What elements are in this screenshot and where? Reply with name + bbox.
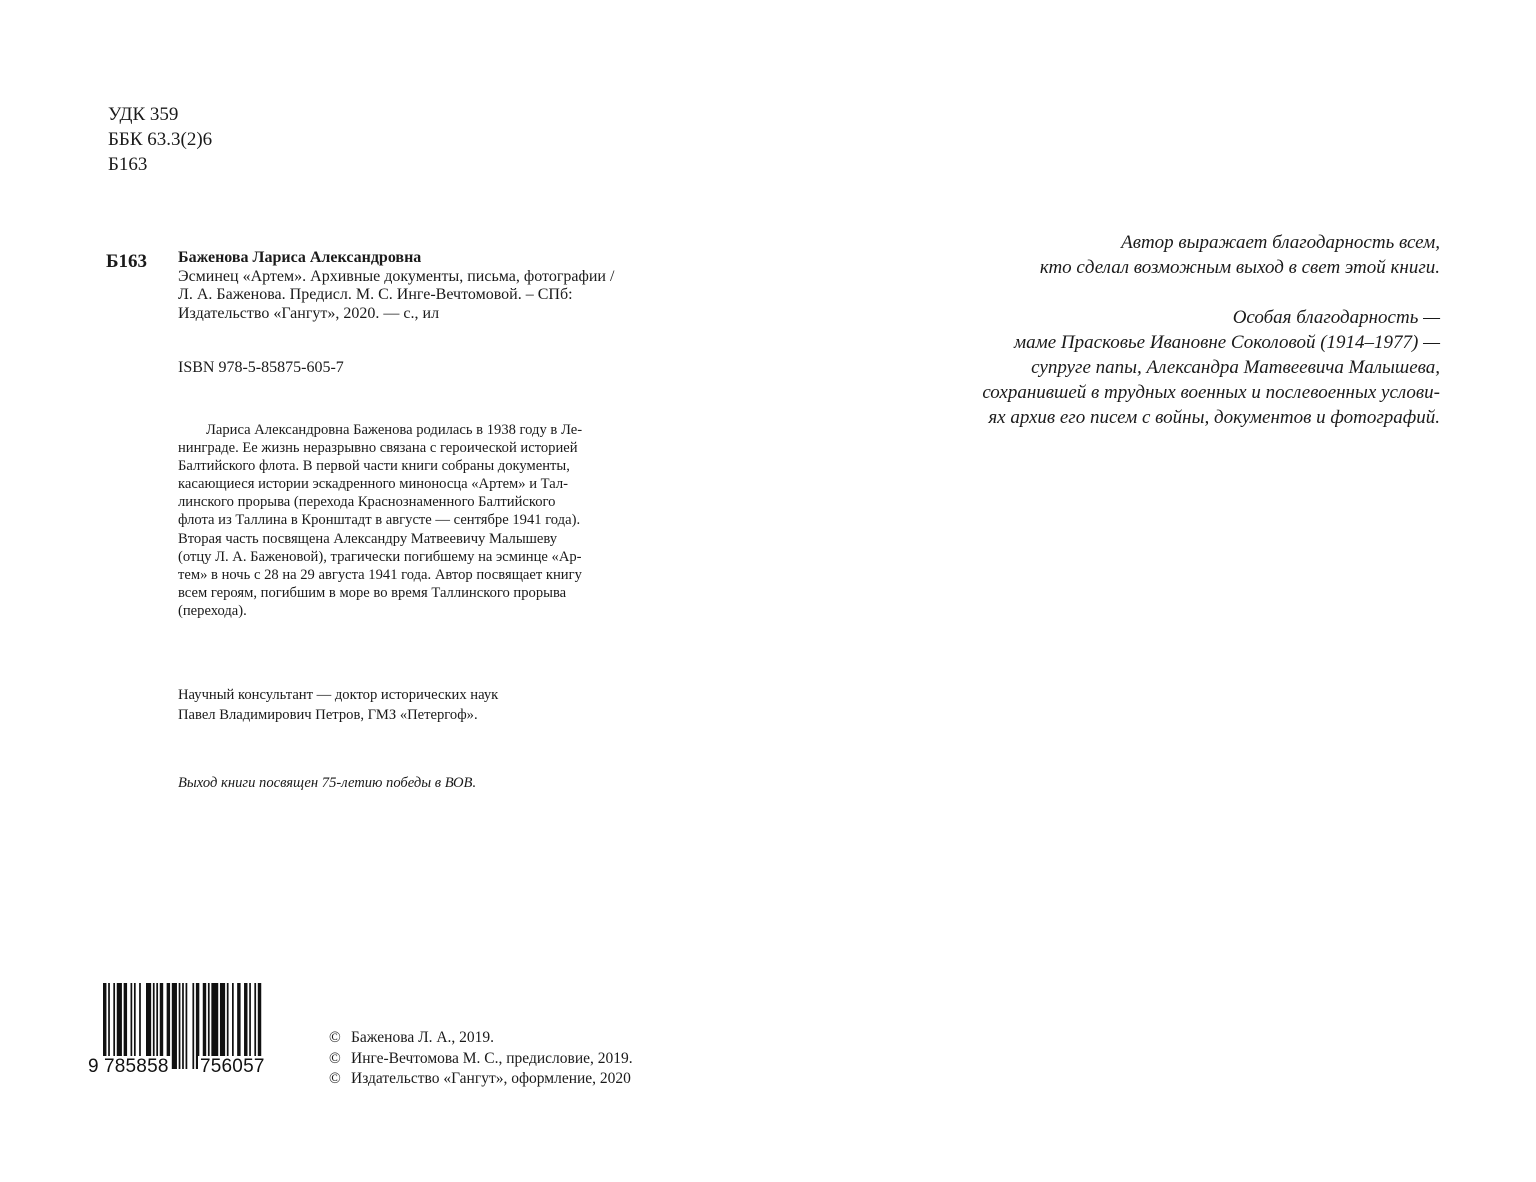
copyright-line xyxy=(329,1069,633,1090)
thanks-line: кто сделал возможным выход в свет этой книги. xyxy=(1039,257,1440,278)
author-sign: Б163 xyxy=(108,154,148,175)
barcode-bar xyxy=(179,983,181,1069)
barcode-left-group: 785858 xyxy=(104,1056,169,1077)
annotation-line: касающиеся истории эскадренного миноносца «Артем» и Тал- xyxy=(178,476,568,493)
thanks-line: Особая благодарность — xyxy=(1232,307,1440,328)
copyright-text: Инге-Вечтомова М. С., предисловие, 2019. xyxy=(351,1049,633,1067)
classification-codes xyxy=(108,102,212,177)
copyright-block xyxy=(329,1028,633,1090)
annotation-line: Балтийского флота. В первой части книги собраны документы, xyxy=(178,458,570,475)
copyright-line xyxy=(329,1049,633,1070)
annotation-line: (перехода). xyxy=(178,602,247,619)
consultant-line: Научный консультант — доктор исторических наук xyxy=(178,687,499,703)
annotation-line: всем героям, погибшим в море во время Таллинского прорыва xyxy=(178,584,567,601)
card-line: Л. А. Баженова. Предисл. М. С. Инге-Вечтомовой. – СПб: xyxy=(178,286,573,303)
bbk-code: ББК 63.3(2)6 xyxy=(108,129,213,150)
barcode-bar xyxy=(182,983,184,1069)
thanks-line: Автор выражает благодарность всем, xyxy=(1121,232,1440,253)
isbn: ISBN 978-5-85875-605-7 xyxy=(178,359,344,376)
card-line: Эсминец «Артем». Архивные документы, письма, фотографии / xyxy=(178,267,615,285)
copyright-text: Баженова Л. А., 2019. xyxy=(351,1029,495,1046)
barcode-bar xyxy=(192,983,194,1069)
acknowledgements xyxy=(982,230,1440,430)
udk-code: УДК 359 xyxy=(108,104,179,125)
thanks-line: сохранившей в трудных военных и послевоенных услови- xyxy=(982,382,1440,403)
card-author-sign: Б163 xyxy=(106,251,148,272)
copyright-icon: © xyxy=(329,1049,341,1067)
bibliographic-record xyxy=(178,249,738,323)
copyright-line xyxy=(329,1028,633,1049)
barcode-right-group: 756057 xyxy=(200,1056,265,1077)
scientific-consultant xyxy=(178,686,498,725)
barcode-bar xyxy=(172,983,177,1069)
annotation-line: Вторая часть посвящена Александру Матвеевичу Малышеву xyxy=(178,530,558,547)
annotation-line: нинграде. Ее жизнь неразрывно связана с героической историей xyxy=(178,440,578,457)
annotation-line: (отцу Л. А. Баженовой), трагически погибшему на эсминце «Ар- xyxy=(178,548,582,565)
annotation-line: Лариса Александровна Баженова родилась в 1938 году в Ле- xyxy=(206,422,583,438)
barcode-bar xyxy=(186,983,188,1069)
annotation xyxy=(178,421,656,620)
annotation-line: флота из Таллина в Кронштадт в августе — сентябре 1941 года). xyxy=(178,512,581,529)
thanks-line: супруге папы, Александра Матвеевича Малышева, xyxy=(1031,357,1440,378)
card-line: Издательство «Гангут», 2020. — с., ил xyxy=(178,304,440,322)
thanks-line: ях архив его писем с войны, документов и фотографий. xyxy=(988,407,1440,428)
annotation-line: линского прорыва (перехода Краснознаменного Балтийского xyxy=(178,494,556,511)
barcode-first-digit: 9 xyxy=(88,1056,99,1077)
card-author: Баженова Лариса Александровна xyxy=(178,249,422,266)
annotation-line: тем» в ночь с 28 на 29 августа 1941 года. Автор посвящает книгу xyxy=(178,566,582,583)
copyright-text: Издательство «Гангут», оформление, 2020 xyxy=(351,1070,631,1087)
copyright-icon: © xyxy=(329,1029,341,1046)
thanks-line: маме Прасковье Ивановне Соколовой (1914–1977) — xyxy=(1013,332,1440,353)
isbn-barcode xyxy=(88,983,298,1083)
consultant-line: Павел Владимирович Петров, ГМЗ «Петергоф». xyxy=(178,706,478,723)
dedication-note: Выход книги посвящен 75-летию победы в ВОВ. xyxy=(178,775,477,791)
copyright-icon: © xyxy=(329,1070,341,1087)
paragraph-gap xyxy=(982,280,1440,305)
